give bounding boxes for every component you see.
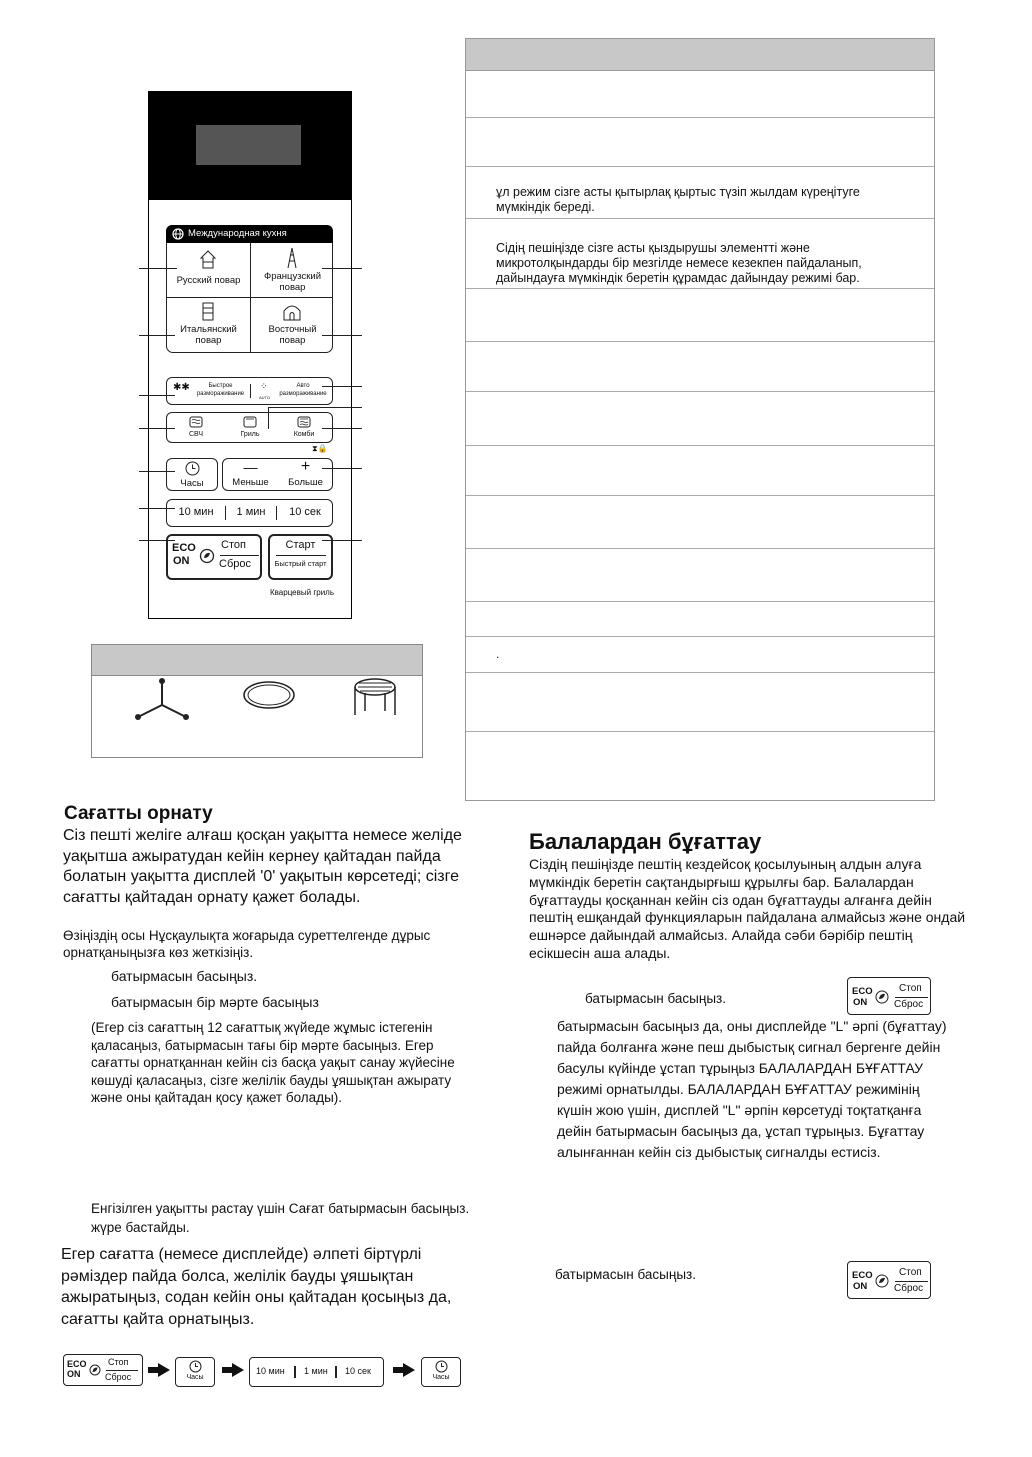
- table-row-line: [466, 166, 934, 167]
- lock-section-title: Балалардан бұғаттау: [529, 829, 762, 854]
- combi-label: Комби: [293, 431, 315, 438]
- clock-step1-text: батырмасын басыңыз.: [111, 968, 258, 984]
- clock-note-text: Өзіңіздің осы Нұсқаулықта жоғарыда суреттелгенде дұрыс орнатқаныңызға көз жеткізіңіз.: [63, 928, 431, 960]
- grill-icon: [243, 416, 257, 428]
- display-screen: [196, 125, 301, 165]
- roller-ring-icon: [132, 675, 192, 721]
- eiffel-tower-icon: [284, 247, 300, 269]
- microwave-button[interactable]: [171, 415, 221, 441]
- glass-tray-icon: [242, 680, 296, 710]
- mosque-icon: [281, 301, 303, 321]
- unlock-eco-stop-button: [847, 1261, 931, 1299]
- italian-chef-button[interactable]: [167, 298, 250, 353]
- lock-intro-text: Сіздің пешіңізде пештің кездейсоқ қосылуының алдын алуға мүмкіндік беретін сақтандырғыш құрылғы бар. Балалардан бұғаттауды қосқаннан кейін сіз одан бұғаттауды алғанға дейін пештің ешқандай функцияларын пайдалана алмайсыз және ондай ешнәрсе дайындай алмайсыз. Алайда сәби бәрібір пештің есікшесін аша алады.: [529, 856, 966, 961]
- seq-eco-stop-button: ECO ON Стоп Сброс: [63, 1354, 143, 1386]
- eco-leaf-icon: [875, 990, 889, 1004]
- leader-eco-stop: [139, 540, 175, 541]
- hourglass-lock-icon: ⧗🔒: [312, 444, 328, 453]
- leader-grill-vertical: [268, 407, 269, 429]
- russian-chef-button[interactable]: [167, 244, 250, 297]
- lock-reset-label: Сброс: [894, 999, 924, 1010]
- auto-defrost-label-2: размораживание: [279, 391, 327, 397]
- seq-divider: [335, 1366, 337, 1378]
- table-row-line: [466, 731, 934, 732]
- unlock-stop-label: Стоп: [899, 1267, 922, 1278]
- leader-italian: [139, 335, 175, 336]
- cuisine-group: [166, 225, 333, 353]
- cuisine-header: [166, 225, 333, 243]
- table-row-line: [466, 495, 934, 496]
- lock-eco-label: ECO: [852, 986, 873, 997]
- ten-min-label: 10 мин: [178, 506, 214, 518]
- leader-grill: [268, 407, 362, 408]
- seq-1min-label: 1 мин: [304, 1366, 328, 1376]
- french-chef-button[interactable]: [251, 244, 334, 297]
- clock-step2-text: батырмасын бір мәрте басыңыз: [111, 994, 319, 1010]
- auto-tag: AUTO: [259, 395, 271, 400]
- ten-sec-button[interactable]: [277, 500, 333, 526]
- auto-defrost-label-1: Авто: [296, 383, 310, 389]
- clock-step2-detail: (Егер сіз сағаттың 12 сағаттық жүйеде жұмыс істегенін қаласаңыз, батырмасын тағы бір мәрте басыңыз. Егер сағатты орнатқаннан кейін сіз басқа уақыт санау жүйесіне көшуді қаласаңыз, сізге желілік бауды ұяшықтан ажырату және оны қайтадан қосу қажет болады).: [91, 1020, 455, 1105]
- unlock-eco-label: ECO: [852, 1270, 873, 1281]
- ten-sec-label: 10 сек: [289, 506, 321, 518]
- unlock-reset-label: Сброс: [894, 1283, 924, 1294]
- leader-french: [322, 268, 362, 269]
- clock-icon: [435, 1360, 448, 1373]
- lock-on-label: ON: [853, 997, 868, 1008]
- clock-section-title: Сағатты орнату: [64, 803, 213, 824]
- clock-confirm-text: Енгізілген уақытты растау үшін Сағат батырмасын басыңыз. жүре бастайды.: [91, 1201, 470, 1235]
- seq-clock-button-2: [421, 1357, 461, 1387]
- table-row-line: [466, 636, 934, 637]
- unlock-divider: [895, 1281, 928, 1282]
- ten-min-button[interactable]: [167, 500, 225, 526]
- time-keys-row: [166, 499, 333, 527]
- function-table: [465, 38, 935, 801]
- unlock-on-label: ON: [853, 1281, 868, 1292]
- eco-stop-reset-button[interactable]: [166, 534, 262, 580]
- defrost-row: [166, 377, 333, 405]
- lock-divider: [895, 997, 928, 998]
- table-row-line: [466, 218, 934, 219]
- leader-russian: [139, 268, 177, 269]
- pisa-tower-icon: [200, 301, 216, 321]
- leader-quick-defrost: [139, 395, 175, 396]
- quick-start-label: Быстрый старт: [274, 559, 327, 568]
- italian-chef-label-2: повар: [195, 335, 222, 346]
- plus-button[interactable]: [278, 459, 333, 490]
- clock-label: Часы: [180, 478, 204, 489]
- table-row-line: [466, 672, 934, 673]
- quick-defrost-label-1: Быстрое: [208, 383, 233, 389]
- leader-start: [322, 540, 362, 541]
- plus-minus-group: [222, 458, 333, 491]
- start-divider: [276, 555, 326, 556]
- plus-sign: +: [300, 458, 311, 475]
- snowflake-drops-icon: ✱✱: [173, 382, 190, 393]
- accessories-box: [91, 644, 423, 758]
- table-row-line: [466, 445, 934, 446]
- lock-step3-text: батырмасын басыңыз.: [555, 1267, 696, 1282]
- french-chef-label-1: Французский: [264, 271, 321, 282]
- eco-label: ECO: [172, 542, 196, 554]
- plus-label: Больше: [288, 477, 323, 488]
- leader-combi: [322, 428, 362, 429]
- lock-stop-label: Стоп: [899, 983, 922, 994]
- seq-clock-label: Часы: [432, 1374, 450, 1381]
- one-min-button[interactable]: [226, 500, 276, 526]
- leader-microwave: [139, 428, 175, 429]
- seq-reset-label: Сброс: [105, 1372, 132, 1382]
- seq-clock-button: [175, 1357, 215, 1387]
- eco-leaf-icon: [89, 1364, 101, 1376]
- grill-rack-icon: [350, 675, 400, 721]
- lock-step2-text: батырмасын басыңыз да, оны дисплейде "L" әрпі (бұғаттау) пайда болғанға және пеш дыбыстық сигнал бергенге дейін басулы күйінде ұстап тұрыңыз БАЛАЛАРДАН БҰҒАТТАУ режимі орнатылды. БАЛАЛАРДАН БҰҒАТТАУ режимінің күшін жою үшін, дисплей "L" әрпін көрсетуді тоқтатқанға дейін батырмасын басыңыз да, ұстап тұрыңыз. Бұғаттау алынғаннан кейін сіз дыбыстық сигналды естисіз.: [557, 1018, 947, 1160]
- quick-defrost-button[interactable]: [167, 378, 250, 404]
- mode-row: [166, 412, 333, 443]
- table-row-line: [466, 548, 934, 549]
- minus-label: Меньше: [232, 477, 269, 488]
- globe-icon: [172, 228, 184, 240]
- italian-chef-label-1: Итальянский: [180, 324, 237, 335]
- on-label: ON: [173, 555, 190, 567]
- leader-plus-minus: [322, 468, 362, 469]
- seq-divider: [294, 1366, 296, 1378]
- quick-defrost-label-2: размораживание: [196, 391, 245, 397]
- auto-defrost-button[interactable]: [251, 378, 333, 404]
- table-row-line: [466, 288, 934, 289]
- leader-clock: [139, 471, 175, 472]
- panel-top: [149, 92, 351, 200]
- table-row-line: [466, 117, 934, 118]
- reset-label: Сброс: [219, 558, 251, 570]
- stop-label: Стоп: [221, 539, 246, 551]
- eco-leaf-icon: [875, 1274, 889, 1288]
- grill-label: Гриль: [240, 431, 260, 438]
- minus-button[interactable]: [223, 459, 278, 490]
- function-table-header: [466, 39, 934, 71]
- clock-warning-text: Егер сағатта (немесе дисплейде) әлпеті біртүрлі рәміздер пайда болса, желілік бауды ұяшықтан ажыратыңыз, содан кейін оны қайтадан қосыңыз да, сағатты қайта орнатыңыз.: [61, 1246, 452, 1328]
- table-row-line: [466, 391, 934, 392]
- lock-step1-text: батырмасын басыңыз.: [585, 991, 726, 1006]
- cuisine-header-label: Международная кухня: [188, 228, 287, 239]
- table-row-dot: .: [496, 647, 500, 661]
- combi-icon: [297, 416, 311, 428]
- russian-chef-icon: [199, 250, 217, 270]
- russian-chef-label: Русский повар: [176, 275, 241, 286]
- microwave-label: СВЧ: [188, 431, 204, 438]
- oriental-chef-label-1: Восточный: [268, 324, 317, 335]
- table-row-line: [466, 341, 934, 342]
- one-min-label: 1 мин: [236, 506, 266, 518]
- leader-auto-defrost: [322, 386, 362, 387]
- minus-sign: —: [243, 459, 258, 475]
- clock-intro-text: Сіз пешті желіге алғаш қосқан уақытта немесе желіде уақытша ажыратудан кейін кернеу қайтадан пайда болатын уақытта дисплей '0' уақытын көрсетеді; сізге сағатты қайтадан орнату қажет болады.: [63, 827, 462, 906]
- table-row-line: [466, 601, 934, 602]
- table-row-grill-text: ұл режим сізге асты қытырлақ қыртыс түзіп жылдам күреңітуге мүмкіндік береді.: [496, 185, 860, 214]
- french-chef-label-2: повар: [279, 282, 306, 293]
- table-row-combi-text: Сідің пешіңізде сізге асты қыздырушы элементті және микротолқындарды бір мезгілде немесе кезекпен пайдаланып, дайындауға мүмкіндік беретін құрамдас дайындау режимі бар.: [496, 241, 862, 285]
- leader-time-keys: [139, 508, 175, 509]
- seq-stop-label: Стоп: [108, 1357, 129, 1367]
- seq-arrow-icon: [403, 1363, 415, 1377]
- eco-leaf-icon: [199, 548, 215, 564]
- stop-reset-divider: [220, 555, 259, 556]
- leader-oriental: [322, 335, 362, 336]
- oriental-chef-label-2: повар: [279, 335, 306, 346]
- clock-icon: [189, 1360, 202, 1373]
- accessories-header: [92, 645, 422, 676]
- clock-icon: [185, 461, 200, 476]
- seq-divider: [106, 1370, 138, 1371]
- start-label: Старт: [285, 539, 316, 551]
- auto-drops-icon: ⁘: [260, 381, 268, 391]
- seq-clock-label: Часы: [186, 1374, 204, 1381]
- seq-time-keys: [249, 1357, 384, 1387]
- seq-arrow-icon: [158, 1363, 170, 1377]
- clock-button[interactable]: [166, 458, 218, 491]
- lock-eco-stop-button: [847, 977, 931, 1015]
- quartz-grill-label: Кварцевый гриль: [269, 588, 334, 597]
- seq-arrow-icon: [232, 1363, 244, 1377]
- seq-10sec-label: 10 сек: [345, 1366, 371, 1376]
- microwave-waves-icon: [189, 416, 203, 428]
- seq-10min-label: 10 мин: [256, 1366, 285, 1376]
- oriental-chef-button[interactable]: [251, 298, 334, 353]
